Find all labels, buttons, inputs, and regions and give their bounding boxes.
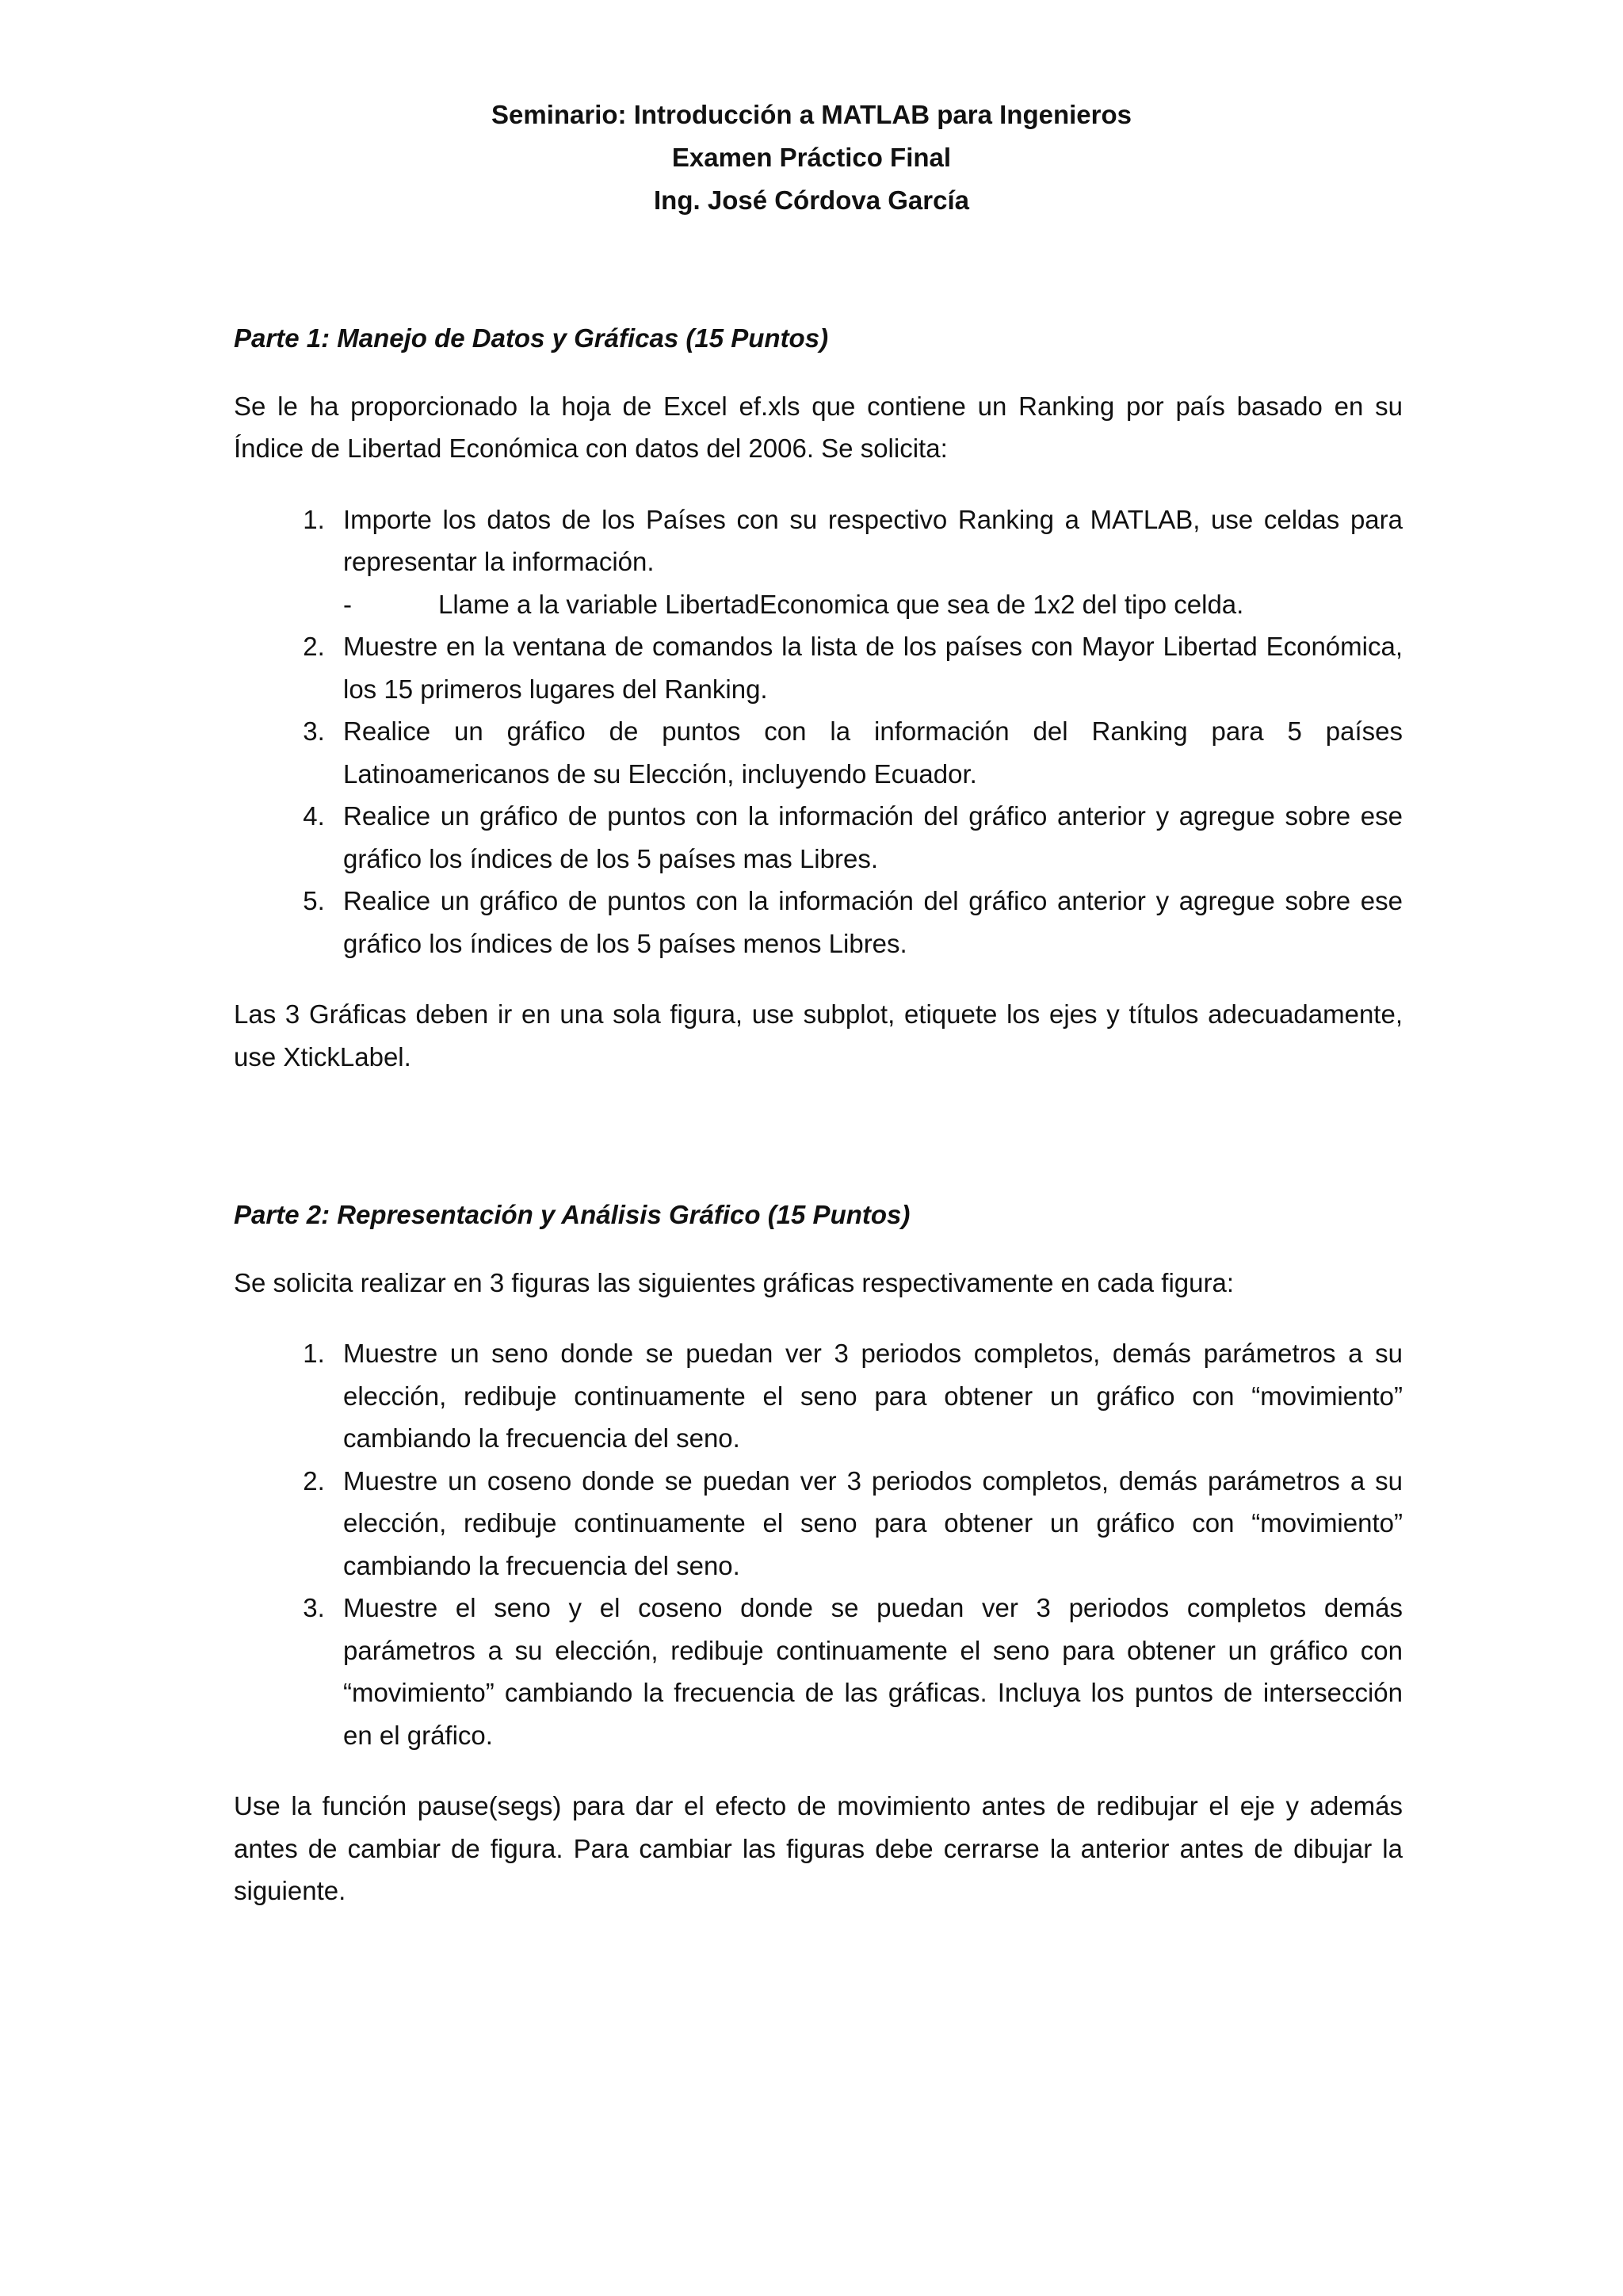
instructor-name: Ing. José Córdova García [654,185,969,215]
part2-item-2: 2. Muestre un coseno donde se puedan ver 3 periodos completos, demás parámetros a su elección, redibuje continuamente el seno para obtener un gráfico con “movimiento” cambiando la frecuencia del seno. [332,1460,1403,1587]
part1-item-4: 4. Realice un gráfico de puntos con la información del gráfico anterior y agregue sobre ese gráfico los índices de los 5 países mas Libres. [332,795,1403,880]
part2-item-3: 3. Muestre el seno y el coseno donde se puedan ver 3 periodos completos demás parámetros a su elección, redibuje continuamente el seno para obtener un gráfico con “movimiento” cambiando la frecuencia de las gráficas. Incluya los puntos de intersección en el gráfico. [332,1587,1403,1756]
part1-item-3: 3. Realice un gráfico de puntos con la información del Ranking para 5 países Latinoamericanos de su Elección, incluyendo Ecuador. [332,710,1403,795]
part1-subitem [343,583,1403,626]
exam-title: Examen Práctico Final [671,143,952,172]
part1-subitem-text: Llame a la variable LibertadEconomica que sea de 1x2 del tipo celda. [438,589,1244,619]
part1-list [234,499,1403,965]
part2-closing: Use la función pause(segs) para dar el efecto de movimiento antes de redibujar el eje y además antes de cambiar de figura. Para cambiar las figuras debe cerrarse la anterior antes de dibujar la siguiente. [234,1791,1403,1905]
part1-item-1-text: Importe los datos de los Países con su respectivo Ranking a MATLAB, use celdas para representar la información. [343,504,1403,576]
part1-item-1 [332,499,1403,626]
part2-intro: Se solicita realizar en 3 figuras las siguientes gráficas respectivamente en cada figura: [234,1267,1234,1297]
part1-intro: Se le ha proporcionado la hoja de Excel ef.xls que contiene un Ranking por país basado en su Índice de Libertad Económica con datos del 2006. Se solicita: [234,391,1403,463]
part1-title: Parte 1: Manejo de Datos y Gráficas (15 Puntos) [234,323,829,353]
document-body [234,317,1403,1941]
seminar-title: Seminario: Introducción a MATLAB para Ingenieros [491,100,1132,129]
subitem-dash: - [343,589,352,619]
document-header [0,94,1623,222]
part2-list [234,1332,1403,1756]
part2-title: Parte 2: Representación y Análisis Gráfico (15 Puntos) [234,1200,911,1229]
part1-item-5: 5. Realice un gráfico de puntos con la información del gráfico anterior y agregue sobre ese gráfico los índices de los 5 países menos Libres. [332,880,1403,965]
section-spacer [234,1106,1403,1194]
part1-item-2: 2. Muestre en la ventana de comandos la lista de los países con Mayor Libertad Económica, los 15 primeros lugares del Ranking. [332,625,1403,710]
part2-item-1: 1. Muestre un seno donde se puedan ver 3 periodos completos, demás parámetros a su elección, redibuje continuamente el seno para obtener un gráfico con “movimiento” cambiando la frecuencia del seno. [332,1332,1403,1460]
part1-closing: Las 3 Gráficas deben ir en una sola figura, use subplot, etiquete los ejes y títulos adecuadamente, use XtickLabel. [234,999,1403,1072]
